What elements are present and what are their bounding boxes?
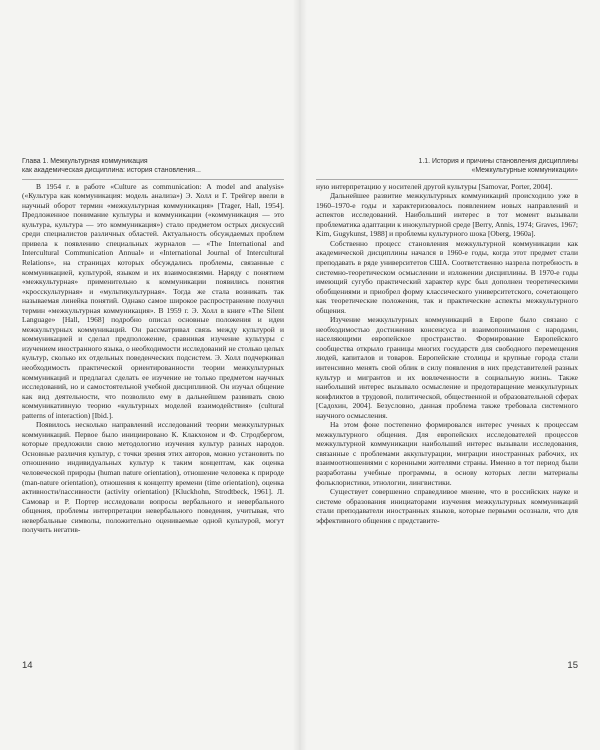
paragraph: Дальнейшее развитие межкультурных коммуникаций происходило уже в 1960–1970-е годы и характеризовалось появлением новых направлений и аспектов исследований. Наибольший интерес в тот момент вызывали проблематика адаптации к инокультурной среде [Berry, Annis, 1974; Graves, 1967; Kim, Gugykunst, 1988] и проблемы культурного шока [Oberg, 1960a]. xyxy=(316,191,578,239)
paragraph: ную интерпретацию у носителей другой культуры [Samovar, Porter, 2004]. xyxy=(316,181,553,191)
section-running-header xyxy=(316,158,578,176)
right-page xyxy=(316,158,578,525)
running-header-line: «Межкультурные коммуникации» xyxy=(471,166,578,174)
left-page xyxy=(22,158,284,535)
header-rule xyxy=(22,179,284,180)
paragraph: На этом фоне постепенно формировался интерес ученых к процессам межкультурного общения. Для европейских исследователей процессов межкультурной коммуникации наибольший интерес вызывали исследования, связанные с проблемами аккультурации, миграции иностранных рабочих, их взаимоотношениями с коренными жителями страны. Именно в тот период были разработаны учебные программы, в основу которых легли материалы фольклористики, этнологии, лингвистики. xyxy=(316,420,578,487)
running-header-line: Глава 1. Межкультурная коммуникация xyxy=(22,158,148,165)
paragraph: В 1954 г. в работе «Culture as communication: A model and analysis» («Культура как коммуникация: модель анализа») Э. Холл и Г. Трейгер ввели в научный оборот термин «межкультурная коммуникация» [Trager, Hall, 1954]. Предложенное понимание культуры и коммуникации («коммуникация — это культура, культура — это коммуникация») стало предметом острых дискуссий среди специалистов различных областей. Актуальность обсуждаемых проблем привела к появлению специальных журналов — «The International and Intercultural Communication Annual» и «International Journal of Intercultural Relations», на страницах которых обсуждались проблемы, связанные с коммуникацией, культурой, языком и их взаимосвязями. Наряду с понятием «межкультурная» применительно к коммуникации появились понятия «кросскультурная» и «мультикультурная». Тогда же стала возникать так называемая линейка понятий. Однако самое широкое распространение получил термин «межкультурная коммуникация». В 1959 г. Э. Холл в книге «The Silent Language» [Hall, 1968] подробно описал основные положения и идеи межкультурных коммуникаций. Он рассматривал связь между культурой и коммуникацией и сделал предположение, сравнивая изучение культуры с изучением иностранного языка, о необходимости исследований не столько целых культур, сколько их отдельных поведенческих подсистем. Э. Холл подчеркивал необходимость практической ориентированности теории межкультурных коммуникаций и предлагал сделать ее изучение не только предметом научных исследований, но и самостоятельной учебной дисциплиной. Он изучал общение как вид деятельности, что позволило ему в дальнейшем развивать свою коммуникативную теорию «культурных моделей взаимодействия» (cultural patterns of interaction) [Ibid.]. xyxy=(22,181,284,420)
book-gutter xyxy=(293,0,307,750)
running-header-line: как академическая дисциплина: история становления... xyxy=(22,166,201,174)
header-rule xyxy=(316,179,578,180)
chapter-running-header xyxy=(22,158,284,176)
body-text xyxy=(316,182,578,526)
page-number-left: 14 xyxy=(22,660,33,671)
running-header-line: 1.1. История и причины становления дисциплины xyxy=(418,158,578,165)
page-number-right: 15 xyxy=(567,660,578,671)
paragraph: Существует совершенно справедливое мнение, что в российских науке и системе образования инициаторами изучения межкультурных коммуникаций стали преподаватели иностранных языков, которые первыми осознали, что для эффективного общения с представите- xyxy=(316,487,578,525)
paragraph: Появилось несколько направлений исследований теории межкультурных коммуникаций. Первое было инициировано К. Клакхоном и Ф. Стродбергом, которые предложили свою методологию изучения культур разных народов. Основные различия культур, с точки зрения этих авторов, можно установить по отношению индивидуальных культур к таким концептам, как оценка человеческой природы (human nature orientation), отношение человека к природе (man-nature orientation), отношения к концепту времени (time orientation), оценка активности/пассивности (activity orientation) [Kluckhohn, Strodtbeck, 1961]. Л. Самовар и Р. Портер исследовали вопросы вербального и невербального общения, проблемы интерпретации невербального поведения, учитывая, что невербальные символы, положительно оцениваемые одной культурой, могут получить негатив- xyxy=(22,420,284,535)
body-text xyxy=(22,182,284,535)
paragraph: Изучение межкультурных коммуникаций в Европе было связано с необходимостью достижения консенсуса и взаимопонимания с народами, населяющими европейское пространство. Формирование Европейского сообщества открыло границы многих государств для свободного перемещения людей, капиталов и товаров. Европейские столицы и крупные города стали интенсивно менять свой облик в силу появления в них представителей разных культур и мигрантов и их вовлеченности в социальную жизнь. Также наибольший интерес вызывало осмысление и предотвращение межкультурных конфликтов в трудовой, политической, общественной и образовательной сферах [Садохин, 2004]. Безусловно, данная проблема также требовала системного научного осмысления. xyxy=(316,315,578,420)
paragraph: Собственно процесс становления межкультурной коммуникации как академической дисциплины начался в 1960-е годы, когда этот предмет стали преподавать в ряде университетов США. Соответственно назрела потребность в системно-теоретическом осмыслении и изложении дисциплины. В 1970-е годы имеющий сугубо практический характер курс был дополнен теоретическими обобщениями и приобрел форму классического университетского, сочетающего как теоретические положения, так и практические аспекты межкультурного общения. xyxy=(316,238,578,315)
